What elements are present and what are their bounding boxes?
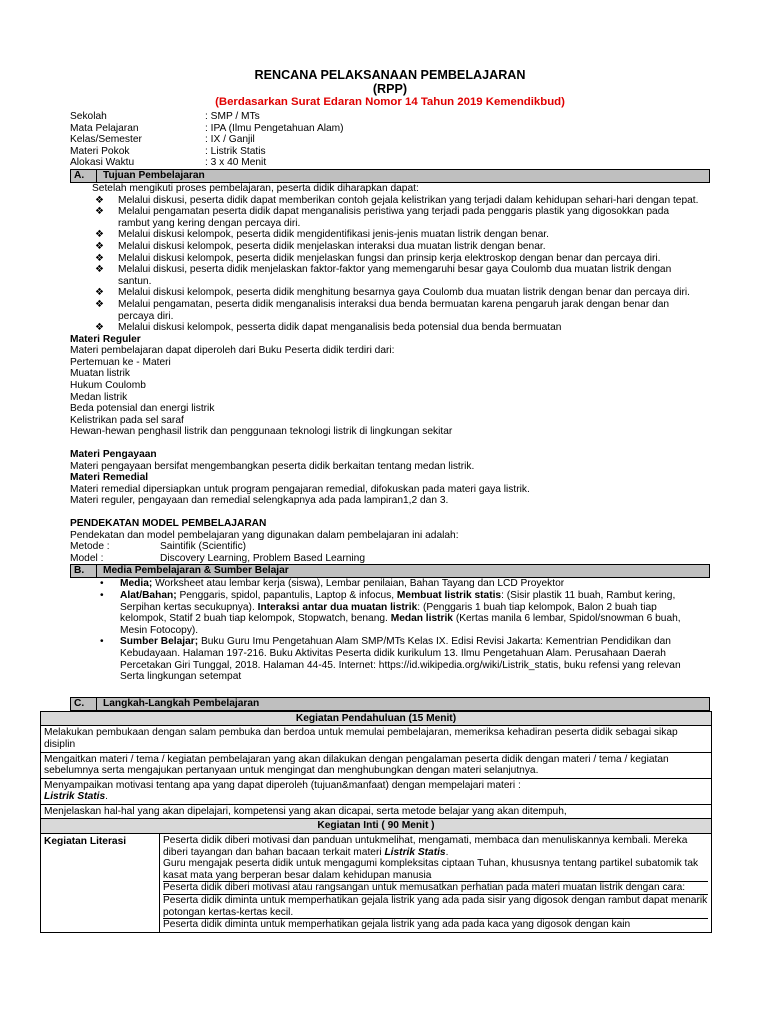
list-item: ❖ Melalui diskusi kelompok, pesserta didik dapat menganalisis beda potensial dua benda bermuatan — [95, 322, 562, 334]
objectives-list — [70, 195, 710, 334]
identity-row: Alokasi Waktu : 3 x 40 Menit — [70, 157, 267, 169]
pendekatan-model: PENDEKATAN MODEL PEMBELAJARAN Pendekatan dan model pembelajaran yang digunakan dalam pembelajaran ini adalah: Metode : Saintifik (Scientific) Model : Discovery Learning, Problem Based Learning — [70, 518, 459, 564]
list-item: ❖ Melalui diskusi kelompok, peserta didik menghitung besarnya gaya Coulomb dua muatan listrik dengan benar dan percaya diri. — [95, 287, 690, 299]
materi-pengayaan-title: Materi Pengayaan — [70, 449, 157, 461]
identity-block — [70, 111, 710, 169]
list-item: ❖ Melalui diskusi kelompok, peserta didik menjelaskan fungsi dan prinsip kerja elektroskop dengan benar dan percaya diri. — [95, 252, 661, 264]
diamond-bullet-icon: ❖ — [95, 240, 104, 252]
media-list — [70, 578, 710, 682]
identity-row: Kelas/Semester : IX / Ganjil — [70, 134, 255, 146]
list-item: • Media; Worksheet atau lembar kerja (siswa), Lembar penilaian, Bahan Tayang dan LCD Proyektor — [100, 578, 565, 590]
table-cell: Peserta didik diberi motivasi atau rangsangan untuk memusatkan perhatian pada materi muatan listrik dengan cara: — [163, 882, 708, 895]
list-item: ❖ Melalui diskusi kelompok, peserta didik menjelaskan interaksi dua muatan listrik dengan benar. — [95, 240, 546, 252]
materi-remedial-title: Materi Remedial — [70, 472, 149, 484]
document-subtitle: (Berdasarkan Surat Edaran Nomor 14 Tahun 2019 Kemendikbud) — [215, 96, 565, 108]
pendahuluan-header: Kegiatan Pendahuluan (15 Menit) — [41, 712, 711, 726]
identity-row: Materi Pokok : Listrik Statis — [70, 145, 266, 157]
diamond-bullet-icon: ❖ — [95, 229, 104, 241]
diamond-bullet-icon: ❖ — [95, 287, 104, 299]
section-c-header: C. Langkah-Langkah Pembelajaran — [70, 697, 710, 711]
pendekatan-title: PENDEKATAN MODEL PEMBELAJARAN — [70, 518, 267, 529]
section-b-header: B. Media Pembelajaran & Sumber Belajar — [70, 564, 710, 578]
identity-row: Mata Pelajaran : IPA (Ilmu Pengetahuan Alam) — [70, 122, 344, 134]
table-cell: Peserta didik diberi motivasi dan panduan untukmelihat, mengamati, membaca dan menuliskannya kembali. Mereka diberi tayangan dan bahan bacaan terkait materi Listrik Statis. Guru mengajak peserta didik untuk mengagumi kompleksitas ciptaan Tuhan, khususnya tentang partikel subatomik tak kasat mata yang berperan besar dalam kehidupan manusia — [163, 835, 708, 882]
table-cell: Peserta didik diminta untuk memperhatikan gejala listrik yang ada pada kaca yang digosok dengan kain — [163, 919, 631, 931]
list-item: • Alat/Bahan; Penggaris, spidol, papantulis, Laptop & infocus, Membuat listrik statis: (Sisir plastik 11 buah, Rambut kering, Serpihan kertas secukupnya). Interaksi antar dua muatan listrik: (Penggaris 1 buah tiap kelompok, Balon 2 buah tiap kelompok, Statif 2 buah tiap kelompok, Stopwatch, benang. Medan listrik (Kertas manila 6 lembar, Spidol/snowman 6 buah, Mesin Fotocopy). — [100, 589, 681, 636]
materi-remedial: Materi Remedial Materi remedial dipersiapkan untuk program pengajaran remedial, difokuskan pada materi gaya listrik. Materi reguler, pengayaan dan remedial selengkapnya ada pada lampiran1,2 dan 3. — [70, 472, 530, 507]
steps-table — [40, 711, 712, 933]
inti-header: Kegiatan Inti ( 90 Menit ) — [41, 818, 711, 833]
list-item: ❖ Melalui diskusi, peserta didik dapat memberikan contoh gejala kelistrikan yang terjadi dalam kehidupan sehari-hari dengan tepat. — [95, 194, 699, 206]
document-page — [44, 68, 710, 933]
materi-reguler-title: Materi Reguler — [70, 333, 141, 345]
table-row: Melakukan pembukaan dengan salam pembuka dan berdoa untuk memulai pembelajaran, memeriksa kehadiran peserta didik sebagai sikap disiplin — [41, 725, 711, 751]
identity-row: Sekolah : SMP / MTs — [70, 111, 260, 122]
table-cell: Peserta didik diminta untuk memperhatikan gejala listrik yang ada pada sisir yang digosok dengan rambut dapat menarik potongan kertas-kertas kecil. — [163, 895, 708, 918]
diamond-bullet-icon: ❖ — [95, 206, 104, 218]
table-row: Menyampaikan motivasi tentang apa yang dapat diperoleh (tujuan&manfaat) dengan mempelajari materi : Listrik Statis. — [41, 778, 711, 804]
table-row: Mengaitkan materi / tema / kegiatan pembelajaran yang akan dilakukan dengan pengalaman peserta didik dengan materi / tema / kegiatan sebelumnya serta mengajukan pertanyaan untuk mengingat dan menghubungkan dengan materi selanjutnya. — [41, 752, 711, 778]
literasi-row — [41, 833, 711, 932]
diamond-bullet-icon: ❖ — [95, 298, 104, 310]
bullet-icon: • — [100, 589, 104, 601]
document-title-abbr: (RPP) — [372, 82, 408, 96]
list-item: ❖ Melalui diskusi kelompok, peserta didik mengidentifikasi jenis-jenis muatan listrik dengan benar. — [95, 229, 549, 241]
materi-reguler: Materi Reguler Materi pembelajaran dapat diperoleh dari Buku Peserta didik terdiri dari: Pertemuan ke - Materi Muatan listrik Hukum Coulomb Medan listrik Beda potensial dan energi listrik Kelistrikan pada sel saraf Hewan-hewan penghasil listrik dan penggunaan teknologi listrik di lingkungan sekitar — [70, 333, 453, 438]
document-title: RENCANA PELAKSANAAN PEMBELAJARAN — [254, 68, 526, 82]
literasi-label: Kegiatan Literasi — [41, 834, 160, 932]
table-row: Menjelaskan hal-hal yang akan dipelajari, kompetensi yang akan dicapai, serta metode belajar yang akan ditempuh, — [41, 804, 711, 819]
list-item: ❖ Melalui pengamatan peserta didik dapat menganalisis peristiwa yang terjadi pada penggaris plastik yang digosokkan pada rambut yang kering dengan percaya diri. — [95, 206, 670, 229]
list-item: ❖ Melalui diskusi, peserta didik menjelaskan faktor-faktor yang memengaruhi besar gaya Coulomb dua muatan listrik dengan santun. — [95, 264, 672, 287]
list-item: ❖ Melalui pengamatan, peserta didik menganalisis interaksi dua benda bermuatan karena pengaruh jarak dengan benar dan percaya diri. — [95, 298, 670, 322]
section-a-header: A. Tujuan Pembelajaran — [70, 169, 710, 183]
list-item: • Sumber Belajar; Buku Guru Imu Pengetahuan Alam SMP/MTs Kelas IX. Edisi Revisi Jakarta: Kementrian Pendidikan dan Kebudayaan. Halaman 197-216. Buku Aktivitas Peserta didik kurikulum 13. Ilmu Pengetahuan Alam. Perusahaan Daerah Percetakan Giri Tunggal, 2018. Halaman 44-45. Internet: https://id.wikipedia.org/wiki/Listrik_statis, buku refensi yang relevan Serta lingkungan setempat — [100, 636, 681, 683]
diamond-bullet-icon: ❖ — [95, 252, 104, 264]
bullet-icon: • — [100, 636, 104, 648]
diamond-bullet-icon: ❖ — [95, 264, 104, 276]
diamond-bullet-icon: ❖ — [95, 322, 104, 334]
materi-pengayaan: Materi Pengayaan Materi pengayaan bersifat mengembangkan peserta didik berkaitan tentang medan listrik. — [70, 449, 475, 472]
bullet-icon: • — [100, 578, 104, 590]
objectives-intro: Setelah mengikuti proses pembelajaran, peserta didik diharapkan dapat: — [92, 182, 419, 194]
diamond-bullet-icon: ❖ — [95, 194, 104, 206]
